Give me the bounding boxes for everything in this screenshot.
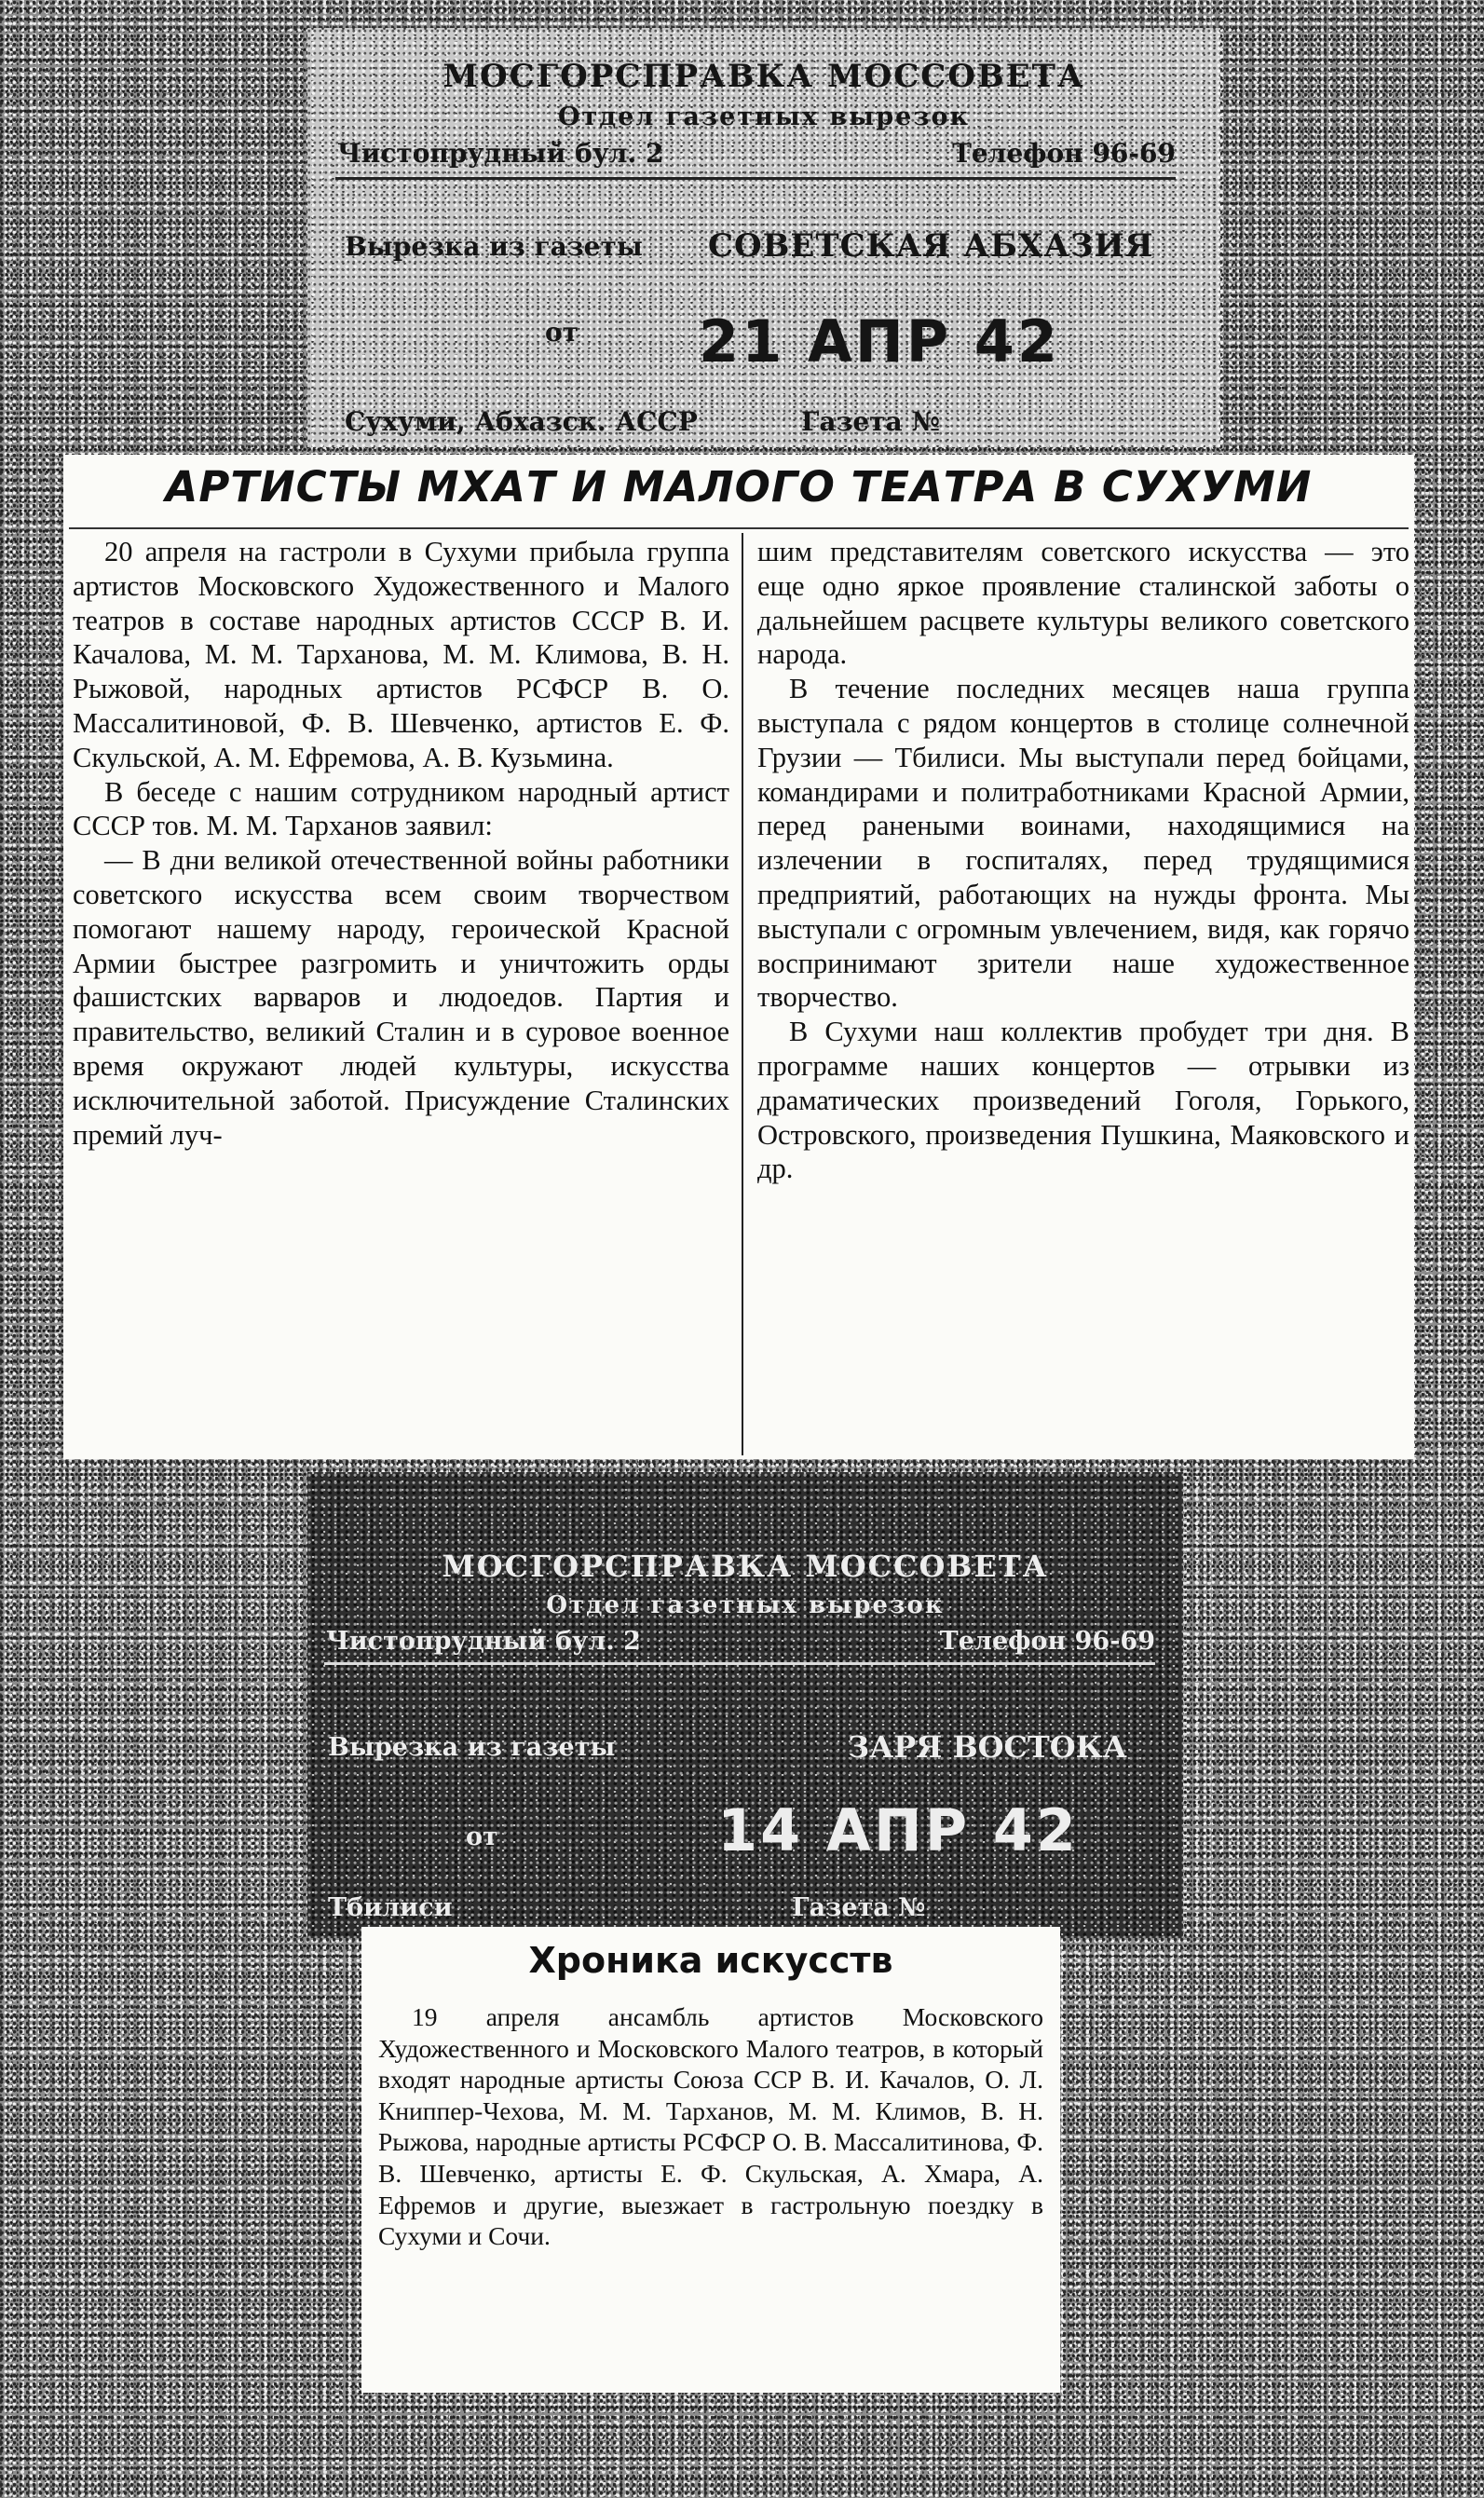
stamp-city: Тбилиси [328,1893,453,1922]
article-column-left [73,535,729,1152]
stamp-department: Отдел газетных вырезок [546,1591,945,1619]
article-paragraph: шим представителям советского искусства — это еще одно яркое проявление сталинской заботы о дальнейшем расцвете культуры великого советского народа. [757,536,1409,671]
stamp-from-label: от [545,317,579,348]
stamp-phone: Телефон 96-69 [939,1627,1155,1656]
article-headline: АРТИСТЫ МХАТ И МАЛОГО ТЕАТРА В СУХУМИ [165,462,1313,512]
stamp-newspaper-name: ЗАРЯ ВОСТОКА [848,1729,1127,1765]
stamp-address: Чистопрудный бул. 2 [326,1627,641,1656]
article-paragraph: В течение последних месяцев наша группа выступала с рядом концертов в столице солнечной Грузии — Тбилиси. Мы выступали перед бойцами, командирами и политработниками Красной Армии, перед ранеными воинами, находящимися на излечении в госпиталях, перед трудящимися предприятий, работающих на нужды фронта. Мы выступали с огромным увлечением, видя, как горячо воспринимают зрители наше художественное творчество. [757,673,1409,1014]
clipping-stamp-lower [307,1472,1183,1938]
article-paragraph: 19 апреля ансамбль артистов Московского Художественного и Московского Малого театров, в который входят народные артисты Союза ССР В. И. Качалов, О. Л. Книппер-Чехова, М. М. Тарханов, М. М. Климов, В. Н. Рыжова, народные артисты РСФСР О. В. Массалитинова, Ф. В. Шевченко, артисты Е. Ф. Скульская, А. Хмара, А. Ефремов и другие, выезжает в гастрольную поездку в Сухуми и Сочи. [378,2002,1043,2251]
stamp-from-label: от [466,1822,498,1851]
stamp-phone: Телефон 96-69 [952,138,1176,169]
article-paragraph: 20 апреля на гастроли в Сухуми прибыла группа артистов Московского Художественного и Малого театров в составе народных артистов СССР В. И. Качалова, М. М. Тарханова, М. М. Климова, В. Н. Рыжовой, народных артистов РСФСР В. О. Массалитиновой, Ф. В. Шевченко, артистов Е. Ф. Скульской, А. М. Ефремова, А. В. Кузьмина. [73,536,729,773]
article-paragraph: В беседе с нашим сотрудником народный артист СССР тов. М. М. Тарханов заявил: [73,775,729,842]
stamp-department: Отдел газетных вырезок [558,102,970,131]
article-body [378,2001,1043,2252]
article-headline: Хроника искусств [528,1940,893,1981]
clipping-stamp-upper [307,28,1220,447]
stamp-clip-label: Вырезка из газеты [328,1733,616,1762]
stamp-date: 21 АПР 42 [699,307,1061,375]
stamp-rule [335,177,1176,180]
stamp-org-name: МОСГОРСПРАВКА МОССОВЕТА [442,58,1085,95]
stamp-city: Сухуми, Абхазск. АССР [345,406,698,437]
stamp-clip-label: Вырезка из газеты [345,231,643,262]
stamp-newspaper-name: СОВЕТСКАЯ АБХАЗИЯ [708,227,1154,265]
article-column-right [757,535,1409,1186]
column-divider [742,533,743,1455]
stamp-gazette-number: Газета № [792,1893,926,1922]
newspaper-clipping-2 [361,1927,1060,2393]
stamp-org-name: МОСГОРСПРАВКА МОССОВЕТА [442,1549,1049,1584]
stamp-rule [324,1662,1155,1665]
article-paragraph: В Сухуми наш коллектив пробудет три дня. В программе наших концертов — отрывки из драматических произведений Гоголя, Горького, Островского, произведения Пушкина, Маяковского и др. [757,1016,1409,1185]
article-paragraph: — В дни великой отечественной войны работники советского искусства всем своим творчеством помогают нашему народу, героической Красной Армии быстрее разгромить и уничтожить орды фашистских варваров и людоедов. Партия и правительство, великий Сталин и в суровое военное время окружают людей культуры, искусства исключительной заботой. Присуждение Сталинских премий луч- [73,844,729,1151]
stamp-gazette-number: Газета № [801,406,940,437]
newspaper-clipping-1 [63,455,1414,1459]
stamp-date: 14 АПР 42 [717,1796,1080,1864]
headline-rule [69,527,1409,529]
stamp-address: Чистопрудный бул. 2 [337,138,664,169]
